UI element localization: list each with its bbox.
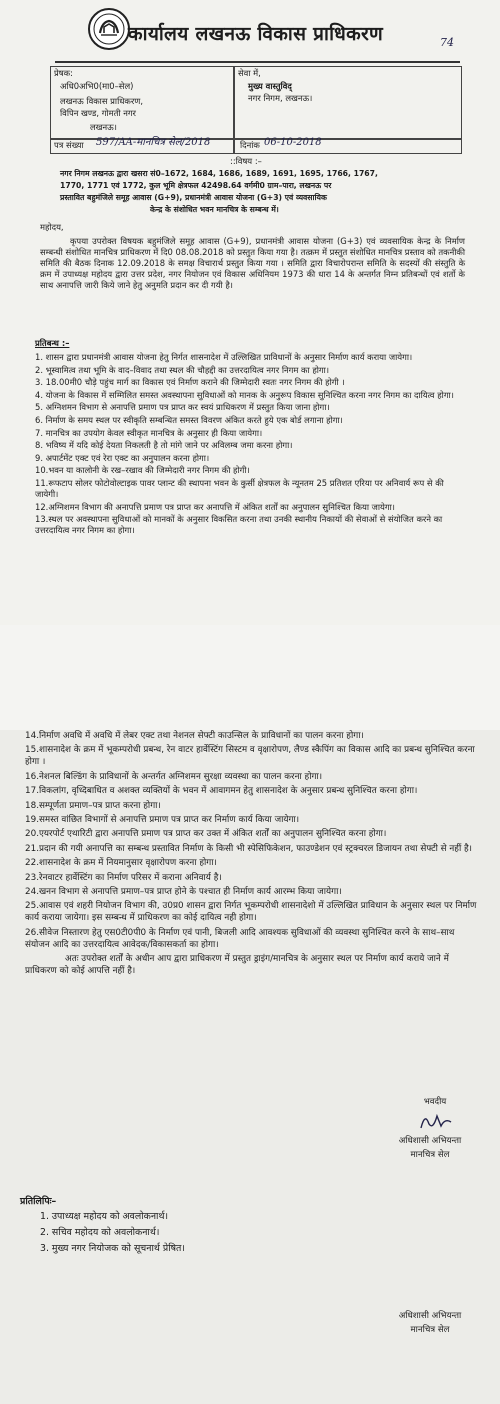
condition-item: 24.खनन विभाग से अनापत्ति प्रमाण–पत्र प्राप्त होने के पश्चात ही निर्माण कार्य आरम्भ किया जायेगा। bbox=[25, 886, 342, 897]
recipient-line: नगर निगम, लखनऊ। bbox=[248, 93, 313, 103]
body-paragraph: कृपया उपरोक्त विषयक बहुमंजिले समूह आवास (G+9), प्रधानमंत्री आवास योजना (G+3) एवं व्यवसायिक केन्द्र के निर्माण सम्बन्धी संशोधित मानचित्र प्राधिकरण में दि0 08.08.2018 को प्रस्तुत किया गया है। तत्क्रम में प्रस्तुत संशोधित मानचित्र प्रस्ताव को तकनीकी समिति की बैठक दिनाक 12.09.2018 के समक्ष विचारार्थ प्रस्तुत किया गया । समिति द्वारा विचारोपरान्त समिति के सदस्यों की संस्तुति के क्रम में उपाध्यक्ष महोदय द्वारा उत्तर प्रदेश, नगर नियोजन एवं विकास अधिनियम 1973 की धारा 14 के अन्तर्गत निम्न प्रतिबन्धों एवं शर्तो के साथ अनापत्ति जारी किये जाने हेतु अनुमति प्रदान कर दी गयी है। bbox=[40, 236, 465, 290]
conditions-label: प्रतिबन्ध :– bbox=[35, 338, 70, 348]
document-page-2 bbox=[0, 730, 500, 1404]
condition-item: 14.निर्माण अवधि में अवधि में लेबर एक्ट तथा नेशनल सेफ्टी काउन्सिल के प्राविधानों का पालन करना होगा। bbox=[25, 731, 364, 741]
page-number: 74 bbox=[440, 36, 454, 49]
copy-to-label: प्रतिलिपिः– bbox=[20, 1196, 57, 1207]
sender-line: लखनऊ। bbox=[90, 122, 117, 132]
condition-item: 13.स्थल पर अवस्थापना सुविधाओं को मानकों के अनुसार विकसित करना तथा उनकी स्थानीय निकायों की सेवाओं से संयोजित करने का उत्तरदायित्व नगर निगम का होगा। bbox=[35, 514, 443, 536]
condition-item: 8. भविष्य में यदि कोई देयता निकलती है तो मांगे जाने पर अविलम्ब जमा करना होगा। bbox=[35, 440, 293, 451]
date-value: 06-10-2018 bbox=[264, 137, 322, 148]
condition-item: 2. भूस्वामित्व तथा भूमि के वाद–विवाद तथा स्थल की चौहद्दी का उत्तरदायित्व नगर निगम का होगा। bbox=[35, 364, 329, 375]
signatory-designation: अधिशासी अभियन्ता bbox=[398, 1136, 462, 1146]
recipient-line: मुख्य वास्तुविद् bbox=[248, 81, 292, 91]
condition-item: 16.नेशनल बिल्डिंग के प्राविधानों के अन्तर्गत अग्निशमन सुरक्षा व्यवस्था का पालन करना होगा। bbox=[25, 771, 323, 782]
subject-line: केन्द्र के संशोधित भवन मानचित्र के सम्बन्ध में। bbox=[150, 205, 279, 214]
condition-item: 20.एयरपोर्ट एथारिटी द्वारा अनापत्ति प्रमाण पत्र प्राप्त कर उक्त में अंकित शर्तों का अनुपालन सुनिश्चित करना होगा। bbox=[25, 829, 387, 840]
condition-item: 22.शासनादेश के क्रम में नियमानुसार वृक्षारोपण करना होगा। bbox=[25, 858, 217, 869]
letter-no-value: 597/AA-मानचित्र सेल/2018 bbox=[96, 137, 211, 148]
lda-logo-icon bbox=[88, 8, 130, 50]
sender-line: अधि0अभि0(मा0–सेल) bbox=[60, 81, 134, 91]
condition-item: 12.अग्निशमन विभाग की अनापत्ति प्रमाण पत्र प्राप्त कर अनापत्ति में अंकित शर्तों का अनुपालन सुनिश्चित किया जायेगा। bbox=[35, 501, 395, 512]
condition-item: 5. अग्निशमन विभाग से अनापत्ति प्रमाण पत्र प्राप्त कर स्वयं प्राधिकरण में प्रस्तुत किया जाना होगा। bbox=[35, 402, 330, 413]
condition-item: 7. मानचित्र का उपयोग केवल स्वीकृत मानचित्र के अनुसार ही किया जायेगा। bbox=[35, 427, 263, 438]
condition-item: 11.रूफटाप सोलर फोटोवोल्टाइक पावर प्लान्ट की स्थापना भवन के कुर्सी क्षेत्रफल के न्यूनतम 25 प्रतिशत एरिया पर अनिवार्य रूप से की जायेगी। bbox=[35, 477, 444, 499]
condition-item: 21.प्रदान की गयी अनापत्ति का सम्बन्ध प्रस्तावित निर्माण के किसी भी स्पेसिफिकेशन, फाउण्डेशन एवं स्ट्रक्चरल डिजायन तथा सेफ्टी से नहीं है। bbox=[25, 843, 473, 854]
office-title: कार्यालय लखनऊ विकास प्राधिकरण bbox=[128, 23, 384, 45]
signature-mark-1 bbox=[395, 1110, 475, 1136]
condition-item: 10.भवन या कालोनी के रख–रखाव की जिम्मेदारी नगर निगम की होगी। bbox=[35, 465, 250, 476]
conditions-list bbox=[35, 352, 465, 538]
condition-item: 19.समस्त वांछित विभागों से अनापत्ति प्रमाण पत्र प्राप्त कर निर्माण कार्य किया जायेगा। bbox=[25, 814, 300, 825]
header-rule bbox=[55, 61, 460, 63]
condition-item: 25.आवास एवं शहरी नियोजन विभाग की, उ0प्र0 शासन द्वारा निर्गत भूकम्परोधी शासनादेशो में उल्लिखित प्राविधान के अनुसार स्थल पर निर्माण कार्य कराया जायेगा। इस सम्बन्ध में प्राधिकरण का कोई दायित्व नही होगा। bbox=[25, 901, 477, 924]
condition-item: 9. अपार्टमेंट एक्ट एवं रेरा एक्ट का अनुपालन करना होगा। bbox=[35, 452, 210, 463]
sender-label: प्रेषक: bbox=[54, 68, 73, 78]
copy-to-item: 1. उपाध्यक्ष महोदय को अवलोकनार्थ। bbox=[40, 1211, 169, 1222]
condition-item: 26.सीवेज निस्तारण हेतु एस0टी0पी0 के निर्माण एवं पानी, बिजली आदि आवश्यक सुविधाओं की व्यवस्था सुनिश्चित करने के साथ–साथ संयोजन आदि का उत्तरदायित्व आवेदक/विकासकर्ता का होगा। bbox=[25, 927, 455, 950]
sender-line: विपिन खण्ड, गोमती नगर bbox=[60, 108, 136, 118]
condition-item: 18.सम्पूर्णता प्रमाण–पत्र प्राप्त करना होगा। bbox=[25, 800, 161, 811]
subject-line: प्रस्तावित बहुमंजिले समूह आवास (G+9), प्रधानमंत्री आवास योजना (G+3) एवं व्यवसायिक bbox=[60, 193, 327, 202]
condition-item: 4. योजना के विकास में सम्मिलित समस्त अवस्थापना सुविधाओं को मानक के अनुरूप विकास सुनिश्चित करना नगर निगम का दायित्व होगा। bbox=[35, 389, 454, 400]
condition-item: 3. 18.00मी0 चौड़े पहुंच मार्ग का विकास एवं निर्माण कराने की जिम्मेदारी स्वतः नगर निगम की होगी । bbox=[35, 377, 345, 388]
closing-text: अतः उपरोक्त शर्तों के अधीन आप द्वारा प्राधिकरण में प्रस्तुत ड्राइंग/मानचित्र के अनुसार स्थल पर निर्माण कार्य कराये जाने में प्राधिकरण को कोई आपत्ति नहीं है। bbox=[25, 954, 449, 977]
copy-to-item: 2. सचिव महोदय को अवलोकनार्थ। bbox=[40, 1227, 160, 1238]
signatory-designation-2: अधिशासी अभियन्ता bbox=[398, 1311, 462, 1321]
condition-item: 17.विकलांग, वृध्दिबाधित व अशक्त व्यक्तियों के भवन में आवागमन हेतु शासनादेश के अनुसार प्रबन्ध सुनिश्चित करना होगा। bbox=[25, 786, 418, 797]
sender-line: लखनऊ विकास प्राधिकरण, bbox=[60, 96, 143, 106]
copy-to-item: 3. मुख्य नगर नियोजक को सूचनार्थ प्रेषित। bbox=[40, 1243, 185, 1254]
document-page-1 bbox=[0, 0, 500, 625]
signatory-department: मानचित्र सेल bbox=[410, 1150, 450, 1160]
condition-item: 6. निर्माण के समय स्थल पर स्वीकृति सम्बन्धित समस्त विवरण अंकित करते हुये एक बोर्ड लगाना होगा। bbox=[35, 414, 343, 425]
conditions-list-continued bbox=[25, 730, 480, 979]
condition-item: 23.रेनवाटर हार्वेस्टिंग का निर्माण परिसर में कराना अनिवार्य है। bbox=[25, 872, 222, 883]
subject-label: ::विषय :– bbox=[230, 156, 262, 166]
subject-line: नगर निगम लखनऊ द्वारा खसरा सं0–1672, 1684, 1686, 1689, 1691, 1695, 1766, 1767, bbox=[60, 169, 378, 178]
signatory-department-2: मानचित्र सेल bbox=[410, 1325, 450, 1335]
subject-line: 1770, 1771 एवं 1772, कुल भूमि क्षेत्रफल 42498.64 वर्गमी0 ग्राम–पारा, लखनऊ पर bbox=[60, 181, 332, 190]
signature-icon bbox=[415, 1110, 455, 1132]
condition-item: 1. शासन द्वारा प्रधानमंत्री आवास योजना हेतु निर्गत शासनादेश में उल्लिखित प्राविधानों के अनुसार निर्माण कार्य कराया जायेगा। bbox=[35, 352, 413, 362]
letter-no-label: पत्र संख्या bbox=[54, 140, 84, 150]
page-gap bbox=[0, 625, 500, 730]
date-label: दिनांक bbox=[240, 140, 260, 150]
condition-item: 15.शासनादेश के क्रम में भूकम्परोधी प्रबन्ध, रेन वाटर हार्वेस्टिंग सिस्टम व वृक्षारोपण, लैण्ड स्कैपिंग का विकास आदि का प्रबन्ध सुनिश्चित करना होगा । bbox=[25, 745, 475, 768]
salutation: महोदय, bbox=[40, 222, 64, 232]
recipient-label: सेवा में, bbox=[238, 68, 261, 78]
valediction: भवदीय bbox=[423, 1097, 447, 1107]
